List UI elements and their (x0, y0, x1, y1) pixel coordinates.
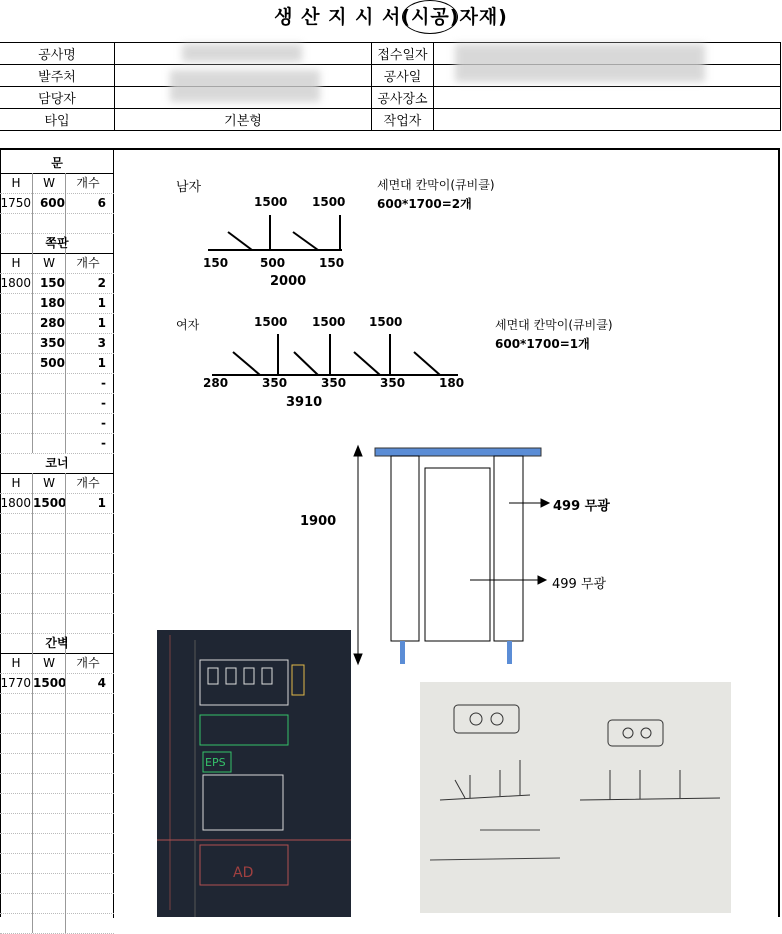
male-door-2: 1500 (312, 195, 346, 209)
cell-w: 280 (39, 316, 65, 330)
male-note-1: 세면대 칸막이(큐비클) (377, 178, 495, 192)
section-title-text: 문 (51, 156, 63, 170)
col-qty: 개수 (76, 476, 100, 490)
cell-h: 1770 (0, 676, 31, 690)
cell-qty: - (101, 436, 106, 450)
female-door-3: 1500 (369, 315, 403, 329)
female-total: 3910 (286, 395, 323, 410)
col-qty: 개수 (76, 176, 100, 190)
sketch-photo (420, 682, 731, 913)
cell-w: 1500 (33, 496, 67, 510)
female-seg-2: 350 (262, 376, 288, 390)
elevation-view (354, 446, 549, 664)
male-label: 남자 (176, 180, 202, 195)
male-seg-3: 150 (319, 256, 345, 270)
page-title: 생 산 지 시 서(시공)자재) (274, 6, 508, 28)
client-label: 발주처 (0, 65, 115, 87)
col-w: W (43, 476, 55, 490)
col-w: W (43, 656, 55, 670)
cell-qty: - (101, 396, 106, 410)
col-h: H (11, 656, 21, 670)
female-seg-1: 280 (203, 376, 229, 390)
receipt-label: 접수일자 (372, 43, 434, 65)
site-label: 공사장소 (372, 87, 434, 109)
project-label: 공사명 (0, 43, 115, 65)
elevation-height: 1900 (300, 514, 337, 529)
circled-text: 시공 (411, 6, 450, 28)
svg-text:AD: AD (233, 865, 254, 881)
work-date-label: 공사일 (372, 65, 434, 87)
col-h: H (11, 476, 21, 490)
cell-qty: - (101, 416, 106, 430)
male-total: 2000 (270, 274, 307, 289)
col-qty: 개수 (76, 256, 100, 270)
cell-qty: 1 (97, 496, 106, 510)
col-w: W (43, 256, 55, 270)
male-door-1: 1500 (254, 195, 288, 209)
manager-label: 담당자 (0, 87, 115, 109)
cell-w: 180 (39, 296, 65, 310)
cell-w: 350 (39, 336, 65, 350)
col-w: W (43, 176, 55, 190)
cell-qty: 6 (97, 196, 106, 210)
section-title-text: 쪽판 (45, 236, 69, 250)
svg-text:EPS: EPS (205, 756, 226, 769)
male-note-2: 600*1700=2개 (377, 197, 472, 211)
elevation-note-1: 499 무광 (553, 499, 610, 514)
cell-qty: 1 (97, 356, 106, 370)
cell-h: 1800 (0, 276, 31, 290)
female-door-2: 1500 (312, 315, 346, 329)
cell-qty: 2 (97, 276, 106, 290)
cell-qty: 4 (97, 676, 106, 690)
section-title-text: 간벽 (45, 636, 69, 650)
cell-qty: 1 (97, 296, 106, 310)
male-plan (208, 215, 342, 250)
male-seg-1: 150 (203, 256, 229, 270)
female-label: 여자 (176, 318, 200, 332)
female-door-1: 1500 (254, 315, 288, 329)
cad-screenshot (157, 630, 351, 917)
col-qty: 개수 (76, 656, 100, 670)
male-seg-2: 500 (260, 256, 286, 270)
cell-qty: - (101, 376, 106, 390)
female-plan (212, 334, 458, 375)
female-note-1: 세면대 칸막이(큐비클) (495, 318, 613, 332)
col-h: H (11, 256, 21, 270)
cell-h: 1750 (0, 196, 31, 210)
section-title-text: 코너 (45, 456, 69, 470)
cell-w: 600 (39, 196, 65, 210)
cell-qty: 3 (97, 336, 106, 350)
type-value: 기본형 (115, 109, 372, 131)
cell-h: 1800 (0, 496, 31, 510)
col-h: H (11, 176, 21, 190)
female-seg-5: 180 (439, 376, 465, 390)
cell-w: 1500 (33, 676, 67, 690)
type-label: 타입 (0, 109, 115, 131)
elevation-note-2: 499 무광 (552, 577, 607, 592)
cell-w: 500 (39, 356, 65, 370)
female-seg-3: 350 (321, 376, 347, 390)
cell-qty: 1 (97, 316, 106, 330)
female-seg-4: 350 (380, 376, 406, 390)
cell-w: 150 (39, 276, 65, 290)
female-note-2: 600*1700=1개 (495, 337, 590, 351)
worker-label: 작업자 (372, 109, 434, 131)
